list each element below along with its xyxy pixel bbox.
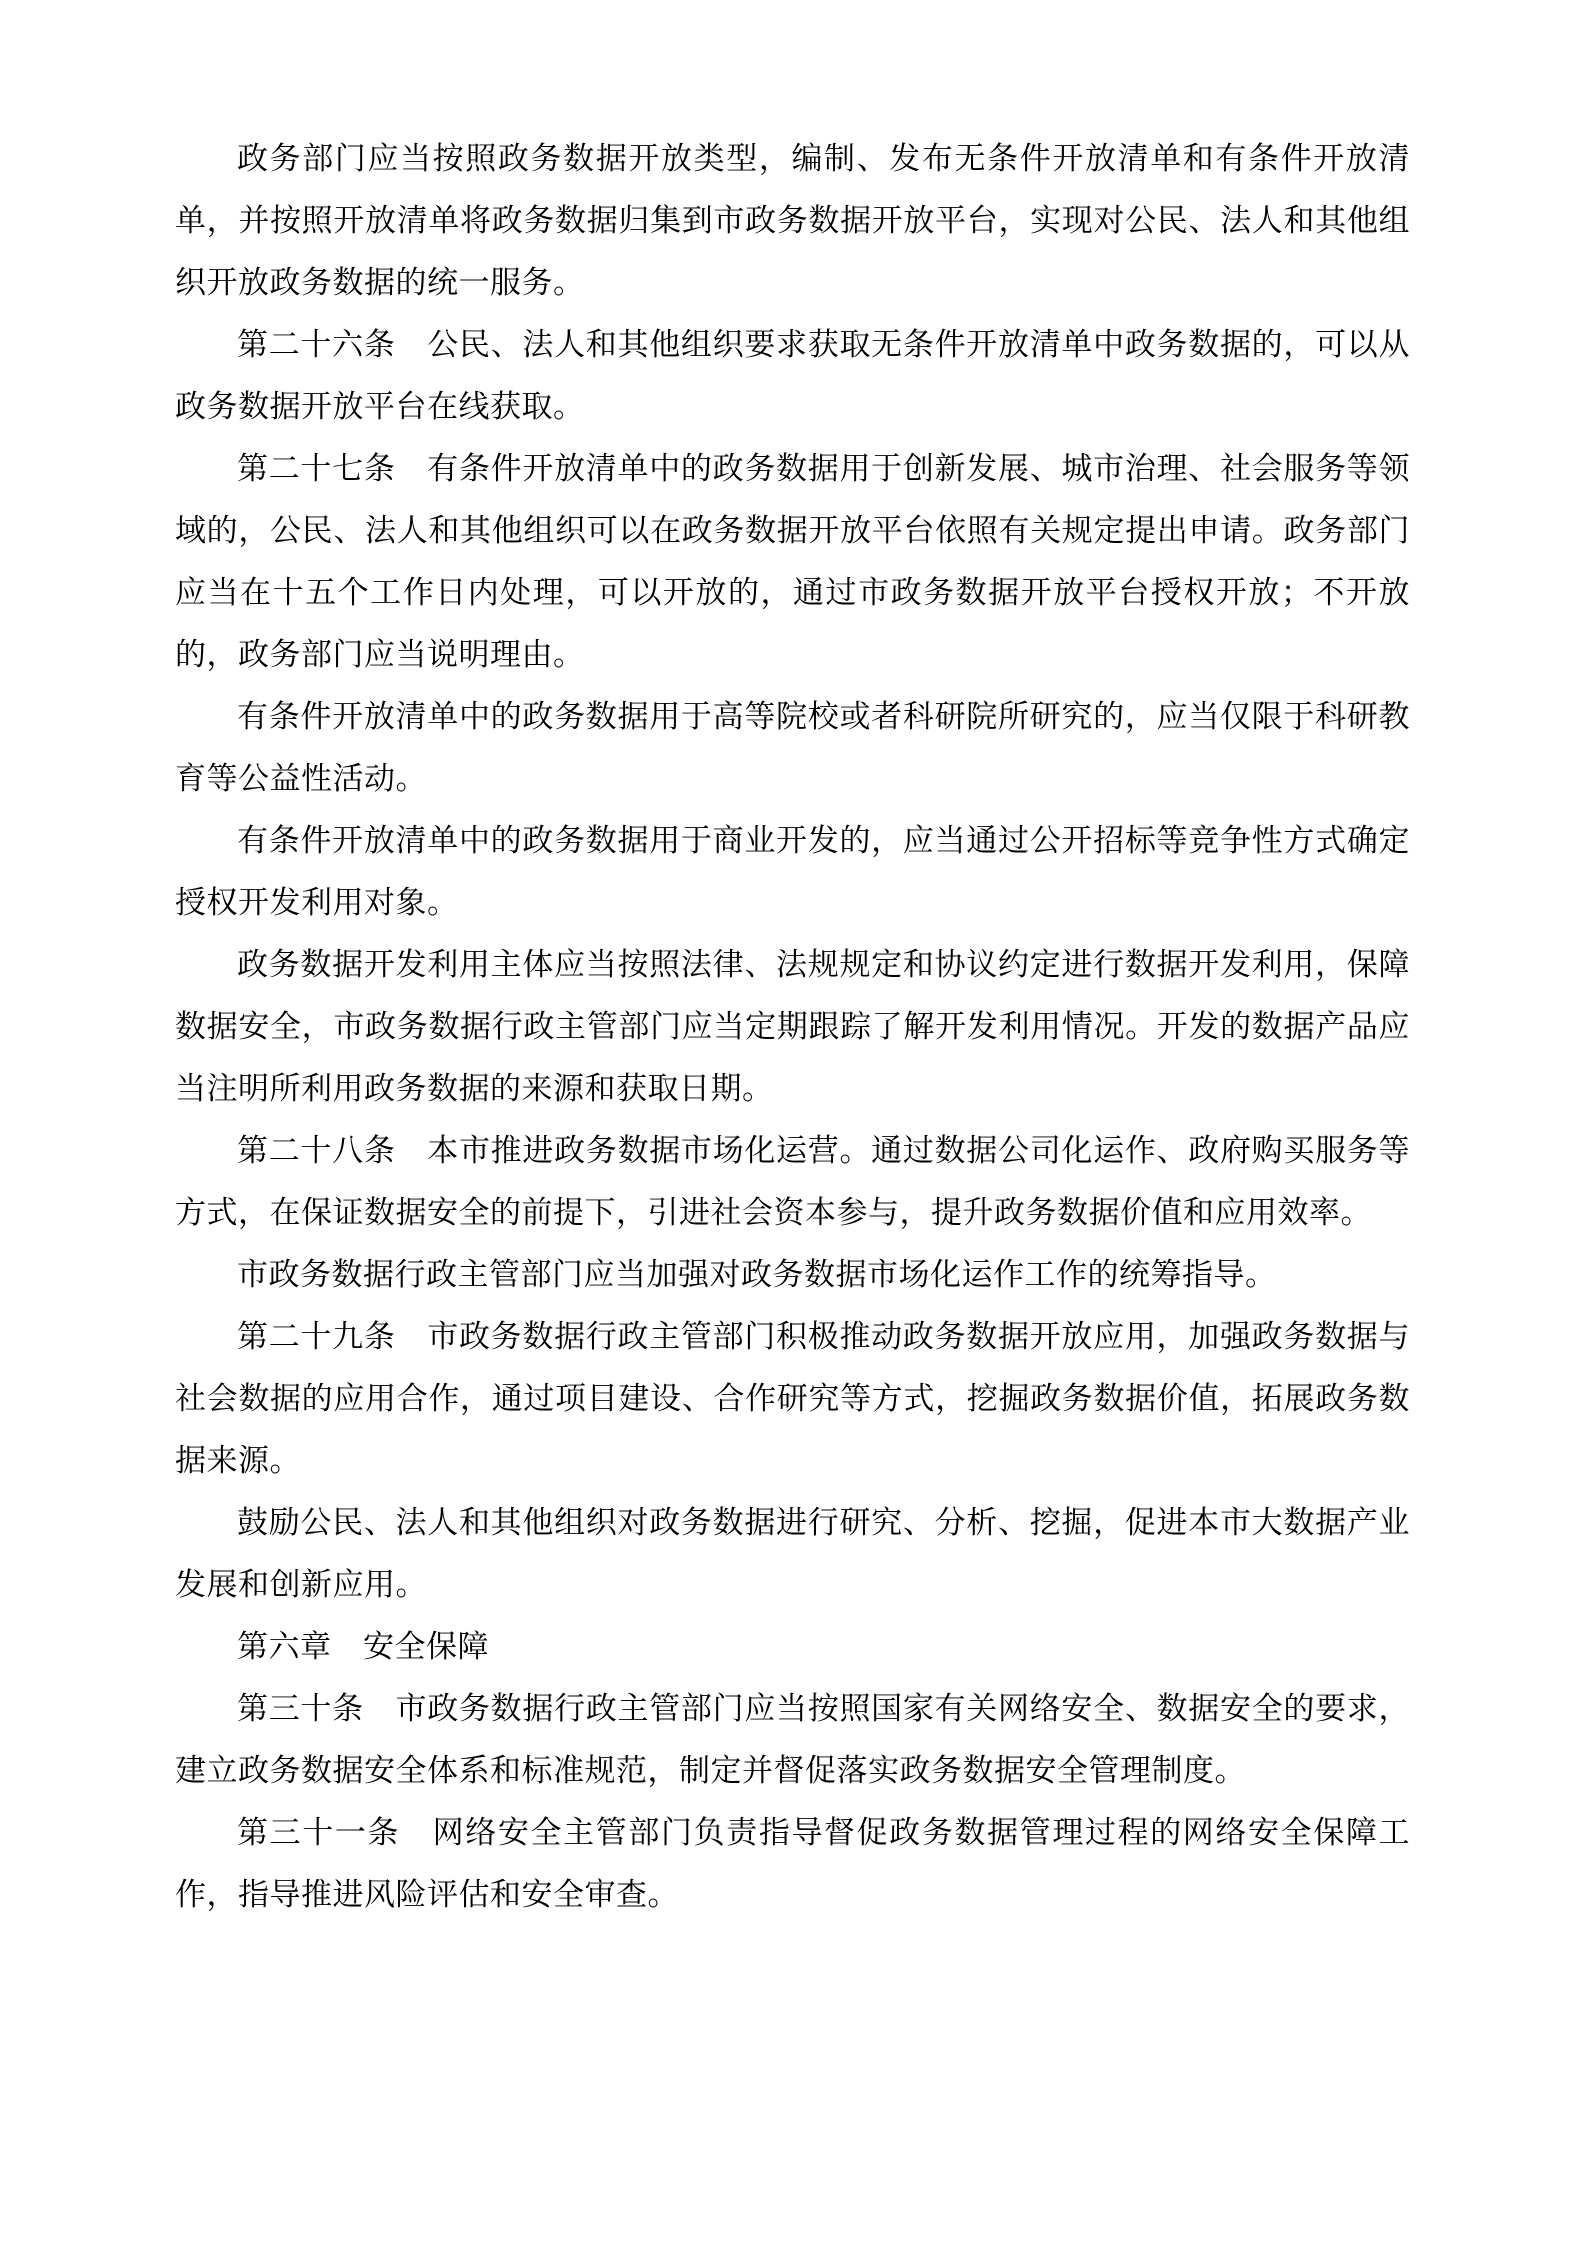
paragraph-body: 有条件开放清单中的政务数据用于商业开发的，应当通过公开招标等竞争性方式确定授权开发利用对象。 — [175, 823, 1410, 920]
paragraph-body: 市政务数据行政主管部门应当加强对政务数据市场化运作工作的统筹指导。 — [237, 1257, 1277, 1292]
paragraph-body: 有条件开放清单中的政务数据用于高等院校或者科研院所研究的，应当仅限于科研教育等公益性活动。 — [175, 699, 1410, 796]
paragraph-body: 鼓励公民、法人和其他组织对政务数据进行研究、分析、挖掘，促进本市大数据产业发展和创新应用。 — [175, 1505, 1410, 1602]
paragraph-chapter: 第六章 安全保障 — [237, 1629, 489, 1664]
paragraph-article: 第三十条 市政务数据行政主管部门应当按照国家有关网络安全、数据安全的要求，建立政务数据安全体系和标准规范，制定并督促落实政务数据安全管理制度。 — [175, 1691, 1410, 1788]
paragraph-article: 第三十一条 网络安全主管部门负责指导督促政务数据管理过程的网络安全保障工作，指导推进风险评估和安全审查。 — [175, 1815, 1410, 1912]
paragraph-body: 政务部门应当按照政务数据开放类型，编制、发布无条件开放清单和有条件开放清单，并按照开放清单将政务数据归集到市政务数据开放平台，实现对公民、法人和其他组织开放政务数据的统一服务。 — [175, 141, 1410, 300]
paragraph-body: 政务数据开发利用主体应当按照法律、法规规定和协议约定进行数据开发利用，保障数据安全，市政务数据行政主管部门应当定期跟踪了解开发利用情况。开发的数据产品应当注明所利用政务数据的来源和获取日期。 — [175, 947, 1410, 1106]
paragraph-article: 第二十八条 本市推进政务数据市场化运营。通过数据公司化运作、政府购买服务等方式，在保证数据安全的前提下，引进社会资本参与，提升政务数据价值和应用效率。 — [175, 1133, 1410, 1230]
document-body — [175, 128, 1410, 1926]
paragraph-article: 第二十九条 市政务数据行政主管部门积极推动政务数据开放应用，加强政务数据与社会数据的应用合作，通过项目建设、合作研究等方式，挖掘政务数据价值，拓展政务数据来源。 — [175, 1319, 1410, 1478]
paragraph-article: 第二十七条 有条件开放清单中的政务数据用于创新发展、城市治理、社会服务等领域的，公民、法人和其他组织可以在政务数据开放平台依照有关规定提出申请。政务部门应当在十五个工作日内处理，可以开放的，通过市政务数据开放平台授权开放；不开放的，政务部门应当说明理由。 — [175, 451, 1410, 672]
paragraph-article: 第二十六条 公民、法人和其他组织要求获取无条件开放清单中政务数据的，可以从政务数据开放平台在线获取。 — [175, 327, 1410, 424]
